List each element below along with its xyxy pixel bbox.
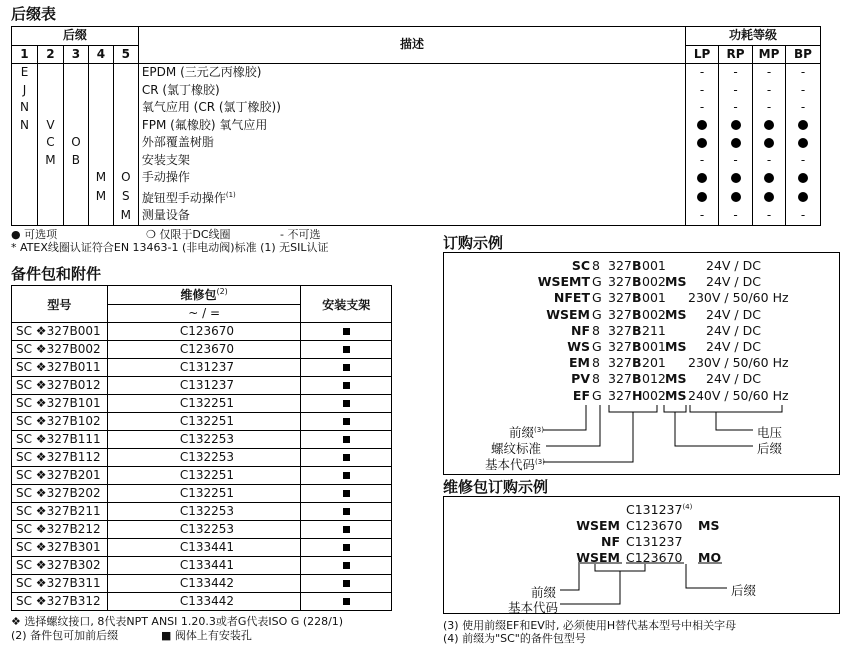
kit-order-code: C131237	[626, 534, 683, 549]
atex-note: * ATEX线圈认证符合EN 13463-1 (非电动阀)标准 (1) 无SIL认证	[11, 241, 329, 254]
part-kit: C132253	[107, 431, 301, 449]
part-kit: C132251	[107, 467, 301, 485]
order-model-base: 327	[608, 387, 632, 403]
order-model-base: 327	[608, 274, 632, 290]
order-voltage: 24V / DC	[706, 258, 761, 273]
not-available-mark: -	[719, 64, 753, 82]
order-model-letter: H	[632, 387, 643, 403]
order-model-number: 001	[642, 258, 666, 273]
part-model: SC ❖327B112	[12, 449, 108, 467]
suffix-col-1: 1	[12, 45, 38, 64]
suffix-code-s4: M	[88, 187, 113, 208]
power-col-bp: BP	[785, 45, 820, 64]
legend-optional: ● 可选项	[11, 228, 58, 241]
order-model-number: 201	[642, 355, 666, 371]
legend-not-optional: - 不可选	[280, 228, 321, 241]
kit-order-prefix: NF	[600, 534, 620, 549]
not-available-mark: -	[785, 82, 820, 100]
not-available-mark: -	[719, 152, 753, 170]
not-available-mark: -	[753, 99, 786, 117]
suffix-code-s5: M	[113, 207, 138, 225]
not-available-mark: -	[785, 64, 820, 82]
kit-order-prefix: WSEM	[576, 550, 620, 565]
part-model: SC ❖327B012	[12, 377, 108, 395]
order-voltage: 230V / 50/60 Hz	[688, 355, 789, 371]
label-prefix: 前缀$^{(3)}$	[509, 425, 544, 440]
part-kit: C132253	[107, 449, 301, 467]
part-model: SC ❖327B212	[12, 521, 108, 539]
part-kit: C123670	[107, 341, 301, 359]
order-voltage: 24V / DC	[706, 274, 761, 290]
order-model-number: 012	[642, 371, 666, 387]
part-model: SC ❖327B111	[12, 431, 108, 449]
not-available-mark: -	[785, 152, 820, 170]
suffix-code-s3: B	[63, 152, 88, 170]
description-header: 描述	[138, 27, 685, 64]
part-model: SC ❖327B102	[12, 413, 108, 431]
order-voltage: 24V / DC	[706, 306, 761, 322]
label-voltage: 电压	[757, 425, 783, 440]
model-header: 型号	[12, 286, 108, 323]
order-model-number: 211	[642, 322, 666, 338]
order-thread: G	[592, 306, 602, 322]
part-model: SC ❖327B301	[12, 539, 108, 557]
order-prefix: PV	[571, 371, 590, 387]
order-prefix: EM	[569, 355, 590, 371]
order-model-letter: B	[632, 258, 642, 273]
order-suffix: MS	[665, 306, 687, 322]
order-suffix: MS	[665, 274, 687, 290]
order-model-letter: B	[632, 274, 642, 290]
not-available-mark: -	[753, 152, 786, 170]
suffix-code-s1: E	[12, 64, 38, 82]
parts-table-title: 备件包和附件	[11, 265, 102, 283]
part-model: SC ❖327B211	[12, 503, 108, 521]
thread-footnote: ❖ 选择螺纹接口, 8代表NPT ANSI 1.20.3或者G代表ISO G (228/1)	[11, 615, 344, 628]
not-available-mark: -	[719, 82, 753, 100]
order-voltage: 240V / 50/60 Hz	[688, 387, 789, 403]
part-kit: C133442	[107, 593, 301, 611]
order-prefix: EF	[572, 387, 590, 403]
part-kit: C133441	[107, 557, 301, 575]
order-model-base: 327	[608, 290, 632, 306]
order-voltage: 230V / 50/60 Hz	[688, 290, 789, 306]
suffix-code-s3: O	[63, 134, 88, 152]
kit-order-row	[0, 550, 850, 566]
part-kit: C132253	[107, 521, 301, 539]
order-prefix: SC	[571, 258, 590, 273]
kit-order-suffix: MS	[698, 518, 720, 533]
kit-subheader: ~ / =	[107, 304, 301, 323]
order-example-title: 订购示例	[443, 234, 504, 252]
not-available-mark: -	[719, 207, 753, 225]
order-model-number: 002	[642, 387, 666, 403]
note-3: (3) 使用前缀EF和EV时, 必须使用H替代基本型号中相关字母	[443, 619, 737, 632]
label-thread: 螺纹标准	[491, 441, 542, 456]
note-4: (4) 前缀为"SC"的备件包型号	[443, 632, 586, 645]
not-available-mark: -	[719, 99, 753, 117]
kit-order-row	[0, 518, 850, 534]
suffix-col-5: 5	[113, 45, 138, 64]
part-model: SC ❖327B201	[12, 467, 108, 485]
part-model: SC ❖327B002	[12, 341, 108, 359]
suffix-description: 外部覆盖树脂	[138, 134, 685, 152]
order-model-number: 001	[642, 290, 666, 306]
kit-order-code: C123670	[626, 550, 683, 565]
order-thread: G	[592, 387, 602, 403]
part-kit: C131237	[107, 377, 301, 395]
order-suffix: MS	[665, 339, 687, 354]
suffix-description: 安装支架	[138, 152, 685, 170]
order-thread: G	[592, 339, 602, 354]
part-kit: C132251	[107, 413, 301, 431]
not-available-mark: -	[686, 152, 719, 170]
part-model: SC ❖327B302	[12, 557, 108, 575]
part-model: SC ❖327B311	[12, 575, 108, 593]
not-available-mark: -	[753, 64, 786, 82]
order-voltage: 24V / DC	[706, 339, 761, 354]
order-model-letter: B	[632, 371, 642, 387]
order-prefix: NF	[570, 322, 590, 338]
order-model-number: 001	[642, 339, 666, 354]
suffix-description: 测量设备	[138, 207, 685, 225]
kit-order-suffix: MO	[698, 550, 722, 565]
suffix-col-4: 4	[88, 45, 113, 64]
order-voltage: 24V / DC	[706, 371, 761, 387]
suffix-description: 氧气应用 (CR (氯丁橡胶))	[138, 99, 685, 117]
order-model-base: 327	[608, 258, 632, 273]
suffix-code-s2: M	[37, 152, 63, 170]
part-kit: C131237	[107, 359, 301, 377]
suffix-description: FPM (氟橡胶) 氧气应用	[138, 117, 685, 135]
order-model-letter: B	[632, 355, 642, 371]
order-prefix: NFET	[553, 290, 590, 306]
suffix-code-s2: V	[37, 117, 63, 135]
order-model-base: 327	[608, 306, 632, 322]
not-available-mark: -	[753, 207, 786, 225]
kit-order-row	[0, 534, 850, 550]
order-thread: G	[592, 274, 602, 290]
kit-example-code: C131237$^{(4)}$	[626, 502, 693, 517]
part-kit: C123670	[107, 323, 301, 341]
legend-dc-only: ❍ 仅限于DC线圈	[146, 228, 231, 241]
part-model: SC ❖327B001	[12, 323, 108, 341]
bracket-footnote: ■ 阀体上有安装孔	[161, 629, 252, 642]
suffix-description: 手动操作	[138, 169, 685, 187]
part-kit: C133441	[107, 539, 301, 557]
power-col-mp: MP	[753, 45, 786, 64]
order-thread: 8	[592, 322, 600, 338]
not-available-mark: -	[753, 82, 786, 100]
label-suffix: 后缀	[757, 441, 783, 456]
part-model: SC ❖327B011	[12, 359, 108, 377]
kit-label-suffix: 后缀	[731, 583, 757, 598]
kit-header: 维修包$^{(2)}$	[107, 286, 301, 305]
kit-order-prefix: WSEM	[576, 518, 620, 533]
suffix-code-s1: J	[12, 82, 38, 100]
suffix-code-s1: N	[12, 117, 38, 135]
order-model-base: 327	[608, 322, 632, 338]
part-kit: C133442	[107, 575, 301, 593]
part-model: SC ❖327B202	[12, 485, 108, 503]
kit-order-code: C123670	[626, 518, 683, 533]
order-prefix: WS	[567, 339, 590, 354]
order-model-base: 327	[608, 371, 632, 387]
part-kit: C132251	[107, 395, 301, 413]
part-model: SC ❖327B312	[12, 593, 108, 611]
not-available-mark: -	[785, 207, 820, 225]
not-available-mark: -	[686, 64, 719, 82]
order-suffix: MS	[665, 387, 687, 403]
not-available-mark: -	[785, 99, 820, 117]
order-suffix: MS	[665, 371, 687, 387]
order-voltage: 24V / DC	[706, 322, 761, 338]
not-available-mark: -	[686, 207, 719, 225]
order-model-letter: B	[632, 290, 642, 306]
order-model-letter: B	[632, 306, 642, 322]
suffix-description: 旋钮型手动操作$^{(1)}$	[138, 187, 685, 208]
order-thread: G	[592, 290, 602, 306]
power-group-header: 功耗等级	[686, 27, 821, 46]
suffix-code-s5: O	[113, 169, 138, 187]
kit-footnote: (2) 备件包可加前后缀	[11, 629, 119, 642]
kit-label-prefix: 前缀	[531, 585, 557, 600]
part-model: SC ❖327B101	[12, 395, 108, 413]
part-kit: C132251	[107, 485, 301, 503]
order-model-base: 327	[608, 355, 632, 371]
power-col-rp: RP	[719, 45, 753, 64]
power-col-lp: LP	[686, 45, 719, 64]
order-thread: 8	[592, 258, 600, 273]
suffix-table-title: 后缀表	[11, 5, 57, 23]
suffix-group-header: 后缀	[12, 27, 139, 46]
bracket-header: 安装支架	[301, 286, 392, 323]
order-model-letter: B	[632, 322, 642, 338]
kit-order-title: 维修包订购示例	[443, 478, 549, 496]
order-prefix: WSEM	[546, 306, 590, 322]
suffix-code-s5: S	[113, 187, 138, 208]
suffix-code-s4: M	[88, 169, 113, 187]
order-model-number: 002	[642, 306, 666, 322]
order-model-letter: B	[632, 339, 642, 354]
not-available-mark: -	[686, 99, 719, 117]
order-thread: 8	[592, 371, 600, 387]
order-model-number: 002	[642, 274, 666, 290]
suffix-description: CR (氯丁橡胶)	[138, 82, 685, 100]
suffix-col-2: 2	[37, 45, 63, 64]
not-available-mark: -	[686, 82, 719, 100]
suffix-description: EPDM (三元乙丙橡胶)	[138, 64, 685, 82]
kit-label-base-code: 基本代码	[508, 600, 559, 615]
suffix-code-s2: C	[37, 134, 63, 152]
order-prefix: WSEMT	[537, 274, 590, 290]
suffix-code-s1: N	[12, 99, 38, 117]
suffix-col-3: 3	[63, 45, 88, 64]
label-base-code: 基本代码$^{(3)}$	[485, 457, 545, 472]
order-model-base: 327	[608, 339, 632, 354]
part-kit: C132253	[107, 503, 301, 521]
order-thread: 8	[592, 355, 600, 371]
